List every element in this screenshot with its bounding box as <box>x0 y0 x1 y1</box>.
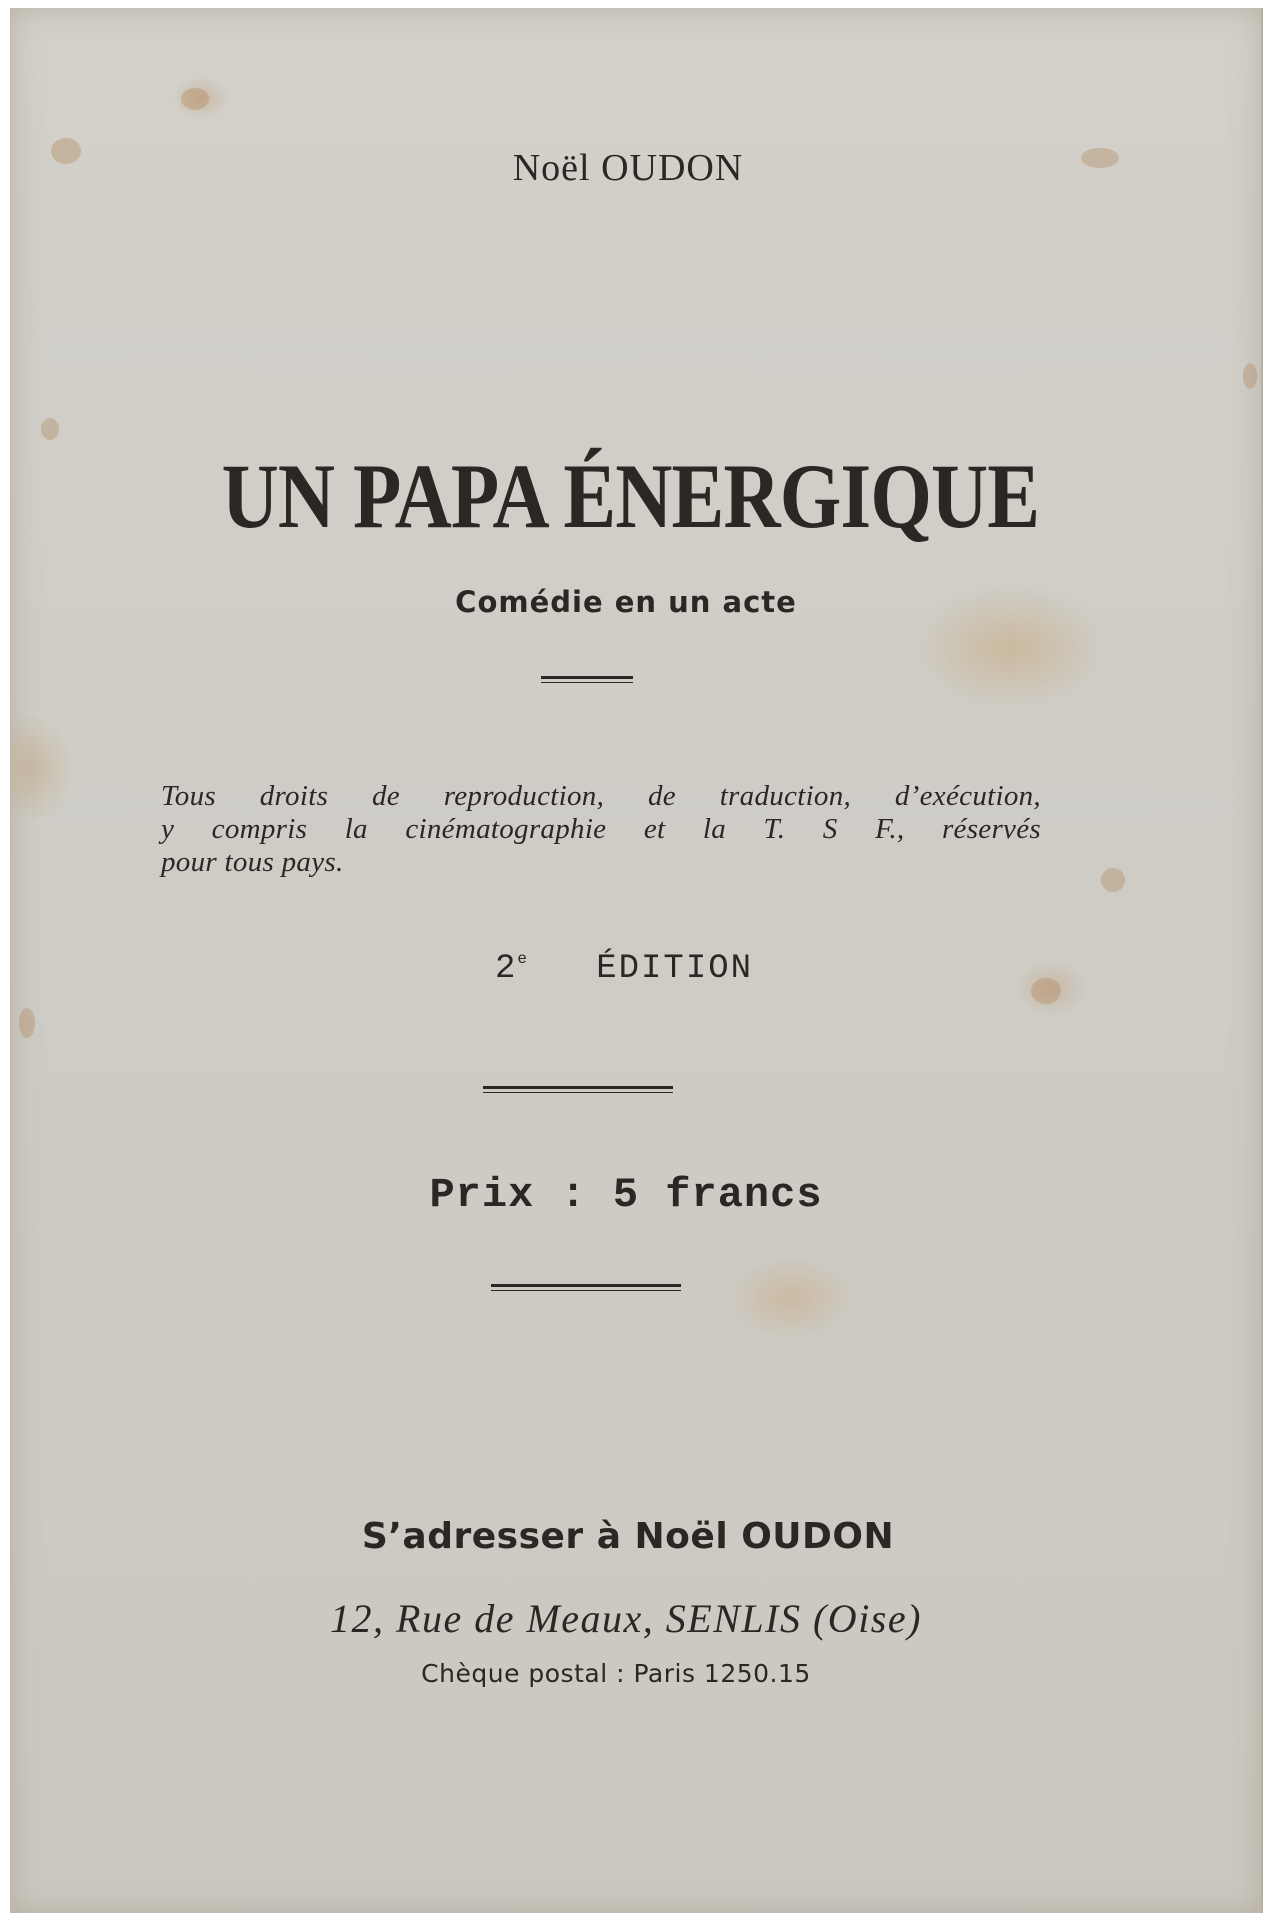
stain <box>181 88 209 110</box>
rights-line: y compris la cinématographie et la T. S F., réservés <box>161 813 1041 845</box>
divider-rule <box>491 1284 681 1291</box>
price-label: Prix : 5 francs <box>429 1171 823 1219</box>
rights-line: pour tous pays. <box>161 846 344 878</box>
edition-label <box>10 950 1249 988</box>
book-title: UN PAPA ÉNERGIQUE <box>221 445 1040 547</box>
rights-notice <box>161 780 1041 879</box>
stain <box>19 1008 35 1038</box>
author-name: Noël OUDON <box>512 147 744 189</box>
edition-suffix: e <box>517 950 529 968</box>
book-subtitle: Comédie en un acte <box>455 585 797 619</box>
rights-line: Tous droits de reproduction, de traduction, d’exécution, <box>161 780 1041 812</box>
divider-rule <box>483 1086 673 1093</box>
postal-account: Chèque postal : Paris 1250.15 <box>421 1659 811 1688</box>
edition-number: 2 <box>494 950 518 988</box>
divider-rule <box>541 676 633 683</box>
edition-text: ÉDITION <box>596 950 754 988</box>
contact-line: S’adresser à Noël OUDON <box>361 1516 895 1557</box>
stain <box>1243 363 1257 389</box>
stain <box>41 418 59 440</box>
street-address: 12, Rue de Meaux, SENLIS (Oise) <box>330 1596 922 1641</box>
book-cover <box>10 8 1263 1913</box>
stain <box>1101 868 1125 892</box>
